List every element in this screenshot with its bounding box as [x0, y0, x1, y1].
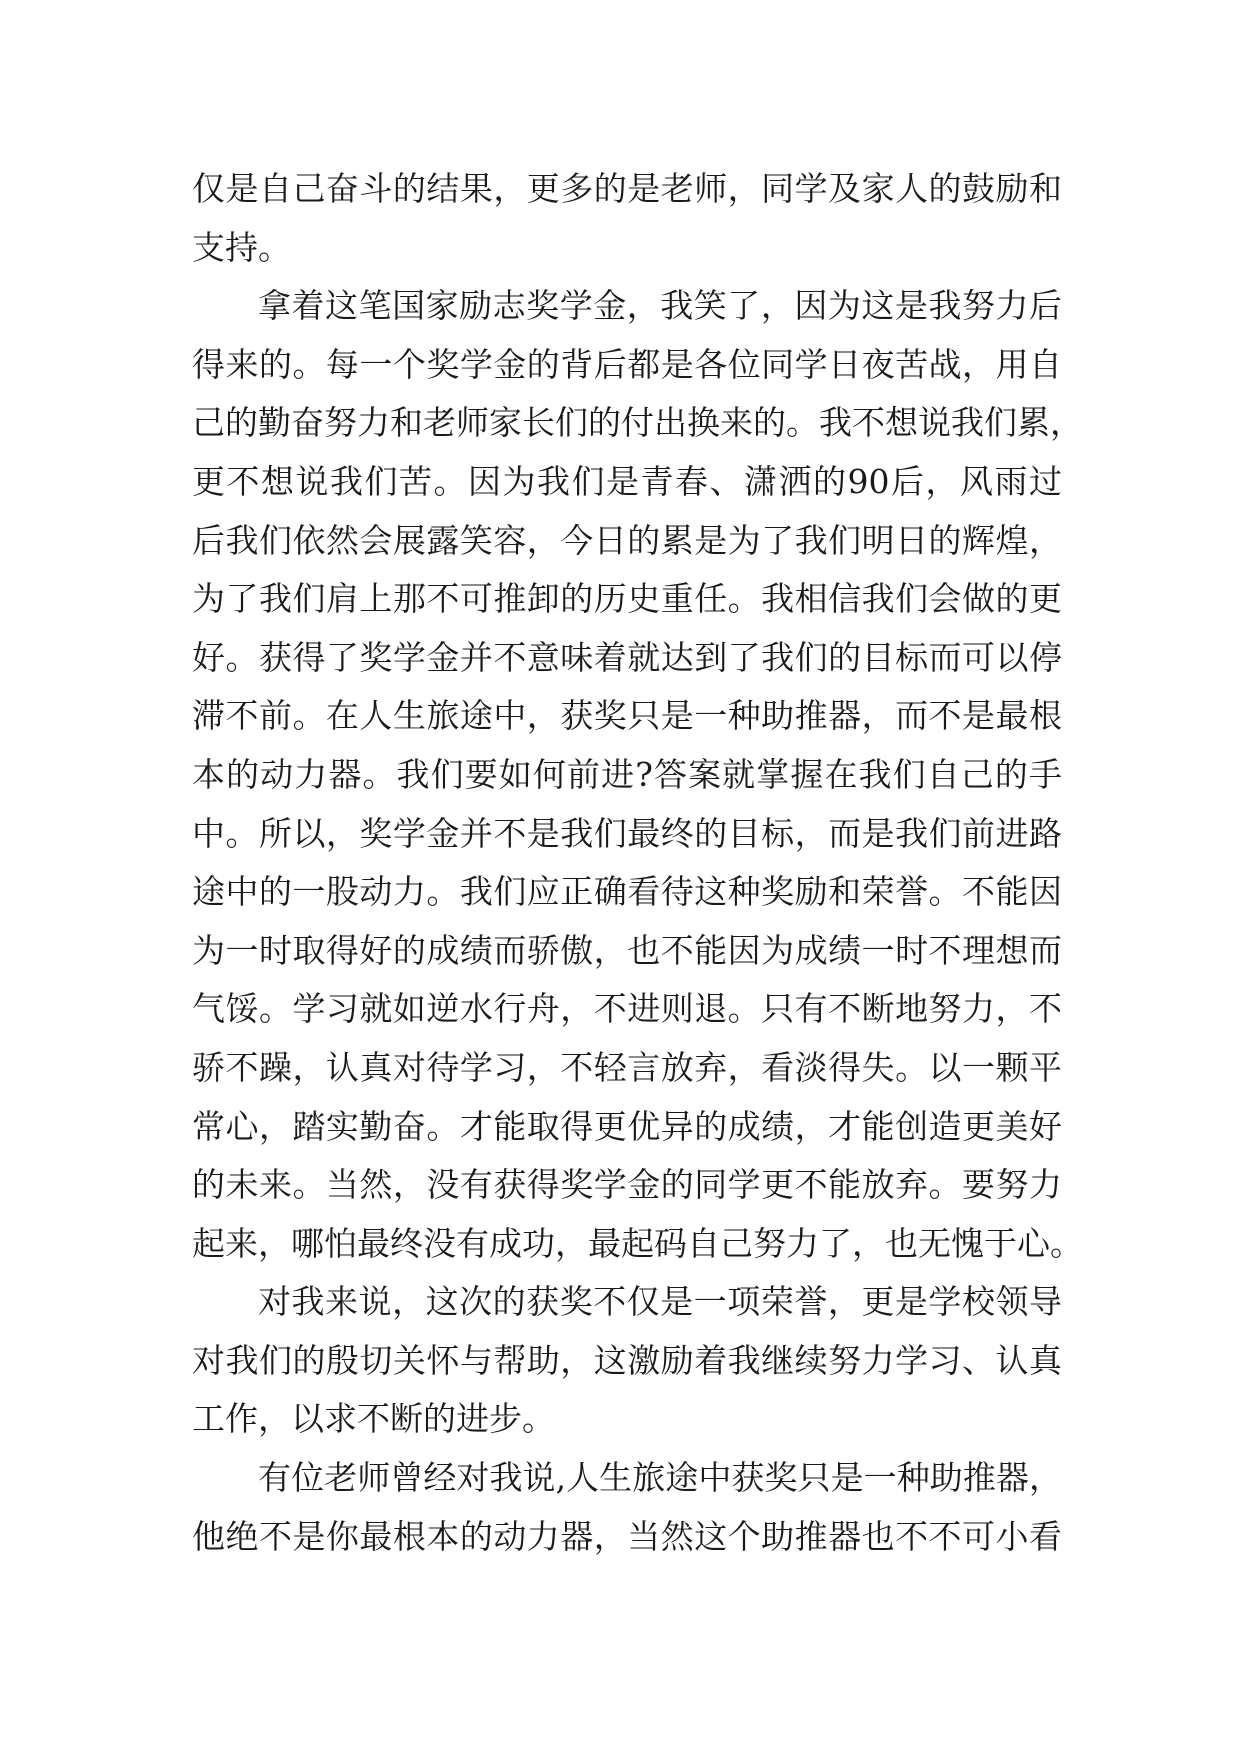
text-line: 己的勤奋努力和老师家长们的付出换来的。我不想说我们累， — [192, 403, 1083, 443]
body-text — [192, 160, 1083, 1566]
text-line: 本的动力器。我们要如何前进?答案就掌握在我们自己的手 — [192, 754, 1062, 794]
text-line: 对我来说，这次的获奖不仅是一项荣誉，更是学校领导 — [258, 1282, 1062, 1322]
text-line: 更不想说我们苦。因为我们是青春、潇洒的90后，风雨过 — [192, 461, 1062, 501]
text-line: 有位老师曾经对我说,人生旅途中获奖只是一种助推器， — [258, 1458, 1062, 1498]
text-line: 常心，踏实勤奋。才能取得更优异的成绩，才能创造更美好 — [192, 1106, 1062, 1146]
text-line: 为了我们肩上那不可推卸的历史重任。我相信我们会做的更 — [192, 579, 1062, 619]
text-line: 骄不躁，认真对待学习，不轻言放弃，看淡得失。以一颗平 — [192, 1047, 1062, 1087]
text-line: 仅是自己奋斗的结果，更多的是老师，同学及家人的鼓励和 — [192, 169, 1062, 208]
text-line: 工作，以求不断的进步。 — [192, 1399, 555, 1439]
text-line: 滞不前。在人生旅途中，获奖只是一种助推器，而不是最根 — [192, 696, 1062, 736]
text-line: 支持。 — [192, 227, 291, 267]
text-line: 他绝不是你最根本的动力器，当然这个助推器也不不可小看 — [192, 1516, 1062, 1556]
text-line: 起来，哪怕最终没有成功，最起码自己努力了，也无愧于心。 — [192, 1223, 1083, 1263]
text-line: 拿着这笔国家励志奖学金，我笑了，因为这是我努力后 — [258, 286, 1062, 326]
text-line: 后我们依然会展露笑容，今日的累是为了我们明日的辉煌， — [192, 520, 1062, 560]
text-line: 对我们的殷切关怀与帮助，这激励着我继续努力学习、认真 — [192, 1340, 1062, 1380]
text-line: 中。所以，奖学金并不是我们最终的目标，而是我们前进路 — [192, 813, 1062, 853]
text-line: 气馁。学习就如逆水行舟，不进则退。只有不断地努力，不 — [192, 989, 1062, 1029]
text-line: 得来的。每一个奖学金的背后都是各位同学日夜苦战，用自 — [192, 344, 1062, 384]
text-line: 的未来。当然，没有获得奖学金的同学更不能放弃。要努力 — [192, 1165, 1062, 1205]
text-line: 好。获得了奖学金并不意味着就达到了我们的目标而可以停 — [192, 637, 1062, 677]
text-line: 为一时取得好的成绩而骄傲，也不能因为成绩一时不理想而 — [192, 930, 1062, 970]
text-line: 途中的一股动力。我们应正确看待这种奖励和荣誉。不能因 — [192, 872, 1062, 912]
